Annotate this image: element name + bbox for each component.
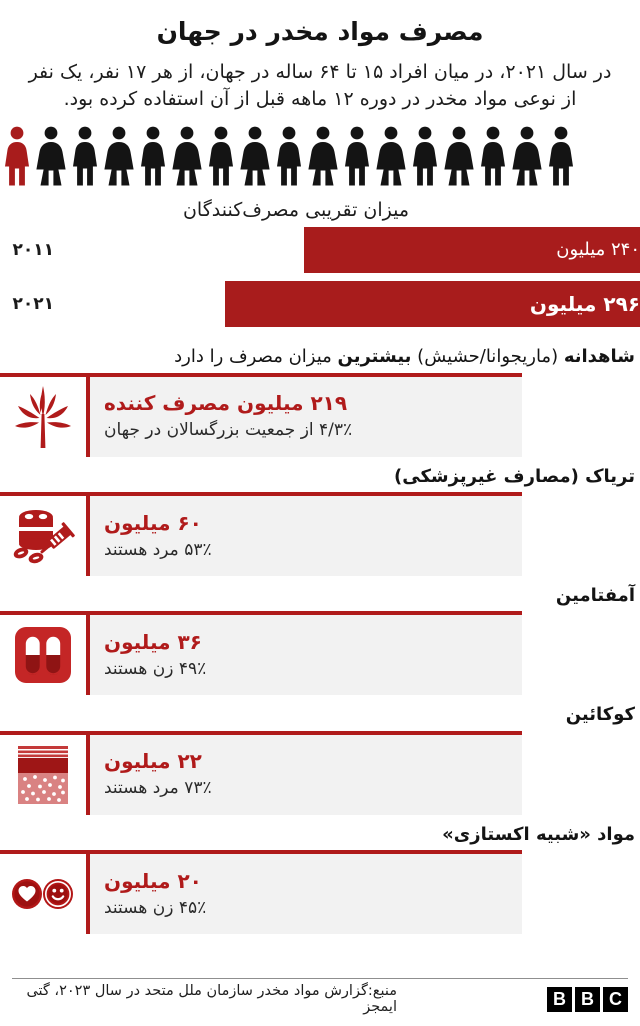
page-title: مصرف مواد مخدر در جهان (156, 17, 484, 46)
drug-icon-cell (0, 854, 90, 934)
drug-stats-cell (90, 377, 522, 457)
drug-icon-cell (0, 735, 90, 815)
drug-section-body (0, 611, 522, 695)
drug-section (0, 341, 640, 456)
cannabis-leaf-icon (12, 384, 74, 450)
person-icon (442, 125, 476, 187)
drug-icon-cell (0, 377, 90, 457)
drug-section-body (0, 492, 522, 576)
drug-section-heading: مواد «شبیه اکستازی» (442, 823, 635, 845)
drug-secondary-stat: ۷۳٪ مرد هستند (104, 778, 212, 799)
person-icon (544, 125, 578, 187)
bbc-logo-letter: B (547, 987, 572, 1012)
person-icon (102, 125, 136, 187)
drug-stats-cell (90, 854, 522, 934)
pictogram-people-row (0, 113, 628, 187)
drug-section (0, 819, 640, 934)
bar-track (62, 281, 640, 327)
bbc-logo-letter: B (575, 987, 600, 1012)
bar-fill (304, 227, 640, 273)
bar-year-label: ۲۰۲۱ (12, 294, 54, 315)
person-icon (0, 125, 34, 187)
drug-section-body (0, 850, 522, 934)
drug-section-heading: شاهدانه (ماریجوانا/حشیش) بیشترین میزان مصرف را دارد (174, 346, 635, 368)
person-icon (374, 125, 408, 187)
person-icon (272, 125, 306, 187)
bar-value-label: ۲۹۶ میلیون (529, 292, 640, 317)
drug-section-body (0, 373, 522, 457)
drug-sections (0, 335, 640, 934)
drug-section (0, 699, 640, 814)
person-icon (204, 125, 238, 187)
drug-primary-stat: ۲۱۹ میلیون مصرف کننده (104, 391, 348, 416)
drug-secondary-stat: ۴۹٪ زن هستند (104, 658, 207, 679)
person-icon (170, 125, 204, 187)
bar-year-label: ۲۰۱۱ (12, 240, 54, 261)
drug-section-body (0, 731, 522, 815)
bar-fill (225, 281, 640, 327)
bar-row (0, 227, 640, 273)
source-credit: منبع:گزارش مواد مخدر سازمان ملل متحد در سال ۲۰۲۳، گتی ایمجز (26, 983, 397, 1015)
bar-value-label: ۲۴۰ میلیون (556, 239, 640, 261)
bar-row (0, 281, 640, 327)
footer (0, 970, 640, 1026)
bar-track (62, 227, 640, 273)
powder-baggie-icon (14, 744, 72, 806)
person-icon (340, 125, 374, 187)
drug-primary-stat: ۳۶ میلیون (104, 629, 202, 654)
drug-stats-cell (90, 615, 522, 695)
bbc-logo (547, 987, 628, 1012)
ecstasy-pills-icon (11, 877, 75, 911)
person-icon (68, 125, 102, 187)
person-icon (136, 125, 170, 187)
person-icon (476, 125, 510, 187)
bar-chart-rows (0, 227, 640, 327)
drug-secondary-stat: ۵۳٪ مرد هستند (104, 539, 212, 560)
opium-vial-syringe-icon (10, 505, 76, 567)
person-icon (306, 125, 340, 187)
bar-chart-title: میزان تقریبی مصرف‌کنندگان (182, 199, 410, 222)
drug-primary-stat: ۲۰ میلیون (104, 868, 202, 893)
drug-stats-cell (90, 735, 522, 815)
drug-primary-stat: ۶۰ میلیون (104, 510, 202, 535)
drug-secondary-stat: ۴/۳٪ از جمعیت بزرگسالان در جهان (104, 420, 353, 441)
bar-chart (0, 187, 640, 327)
drug-section-heading: کوکائین (565, 704, 635, 726)
drug-icon-cell (0, 496, 90, 576)
person-icon (238, 125, 272, 187)
capsules-icon (14, 626, 72, 684)
person-icon (408, 125, 442, 187)
drug-section (0, 580, 640, 695)
person-icon (34, 125, 68, 187)
person-icon (510, 125, 544, 187)
drug-section-heading: آمفتامین (555, 584, 635, 606)
drug-section-heading: تریاک (مصارف غیرپزشکی) (394, 465, 635, 487)
drug-section (0, 461, 640, 576)
header (0, 0, 640, 113)
standfirst-text: در سال ۲۰۲۱، در میان افراد ۱۵ تا ۶۴ ساله در جهان، از هر ۱۷ نفر، یک نفر از نوعی مواد مخدر در دوره ۱۲ ماهه قبل از آن استفاده کرده بود. (28, 61, 612, 111)
bbc-logo-letter: C (603, 987, 628, 1012)
drug-secondary-stat: ۴۵٪ زن هستند (104, 897, 207, 918)
drug-icon-cell (0, 615, 90, 695)
drug-primary-stat: ۲۲ میلیون (104, 749, 202, 774)
drug-stats-cell (90, 496, 522, 576)
